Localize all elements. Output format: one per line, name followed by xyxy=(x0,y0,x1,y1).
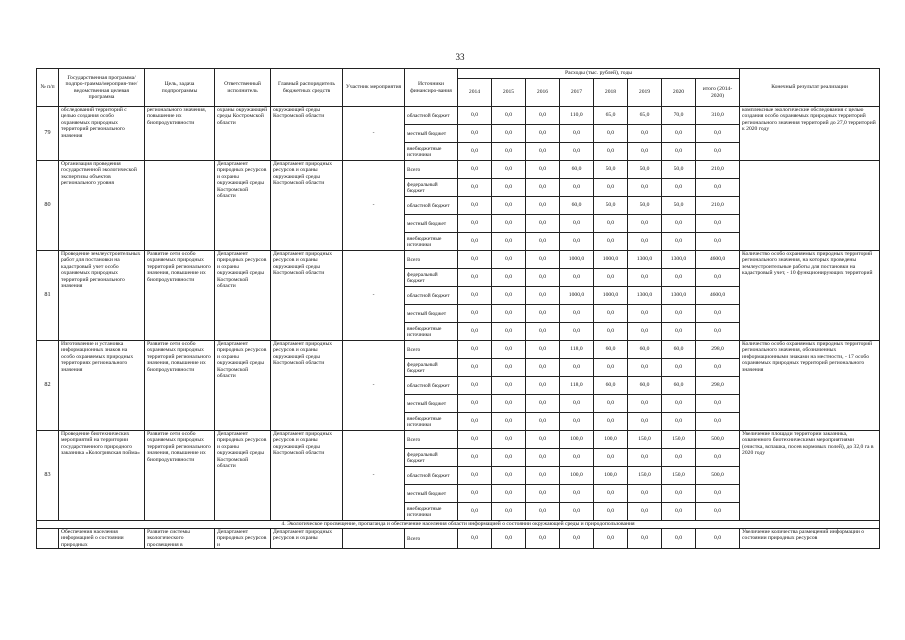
expense-value: 0,0 xyxy=(560,179,594,197)
expense-total: 0,0 xyxy=(696,143,740,161)
header-year: 2018 xyxy=(594,79,628,107)
expense-value: 100,0 xyxy=(594,467,628,485)
expense-value: 60,0 xyxy=(628,341,662,359)
expense-value: 0,0 xyxy=(458,161,492,179)
expense-value: 0,0 xyxy=(526,233,560,251)
expense-value: 100,0 xyxy=(594,431,628,449)
participant-cell: - xyxy=(343,107,405,161)
expense-value: 1000,0 xyxy=(560,251,594,269)
expense-value: 0,0 xyxy=(662,359,696,377)
goal-cell: Развитие системы экологического просвещения в xyxy=(145,529,215,549)
expense-value: 0,0 xyxy=(492,467,526,485)
expense-value: 1000,0 xyxy=(594,287,628,305)
expense-value: 0,0 xyxy=(492,107,526,125)
row-number: 82 xyxy=(37,341,59,431)
header-goal: Цель, задача подпрограммы xyxy=(145,69,215,107)
expense-value: 0,0 xyxy=(492,215,526,233)
expense-value: 0,0 xyxy=(662,395,696,413)
expense-value: 0,0 xyxy=(560,395,594,413)
expense-value: 50,0 xyxy=(662,197,696,215)
expense-value: 1300,0 xyxy=(628,287,662,305)
expense-total: 0,0 xyxy=(696,395,740,413)
expense-value: 0,0 xyxy=(492,341,526,359)
expense-value: 65,0 xyxy=(628,107,662,125)
expense-value: 50,0 xyxy=(662,161,696,179)
funding-source: областной бюджет xyxy=(405,287,458,305)
table-row xyxy=(37,161,880,179)
expense-value: 60,0 xyxy=(560,197,594,215)
expense-value: 0,0 xyxy=(526,467,560,485)
expense-value: 0,0 xyxy=(560,143,594,161)
section-row xyxy=(37,521,880,529)
expense-value: 0,0 xyxy=(628,323,662,341)
expense-total: 0,0 xyxy=(696,179,740,197)
funding-source: местный бюджет xyxy=(405,125,458,143)
expense-value: 0,0 xyxy=(458,449,492,467)
executor-cell: Департамент природных ресурсов и охраны окружающей среды Костромской области xyxy=(215,431,271,521)
funding-source: федеральный бюджет xyxy=(405,269,458,287)
expense-total: 4600,0 xyxy=(696,251,740,269)
participant-cell: - xyxy=(343,161,405,251)
expense-value: 0,0 xyxy=(458,485,492,503)
expense-value: 0,0 xyxy=(492,377,526,395)
expense-value: 0,0 xyxy=(662,215,696,233)
expense-value: 0,0 xyxy=(560,323,594,341)
expense-value: 0,0 xyxy=(492,503,526,521)
funding-source: Всего xyxy=(405,251,458,269)
funding-source: внебюджетные источники xyxy=(405,413,458,431)
expense-value: 0,0 xyxy=(560,215,594,233)
manager-cell: Департамент природных ресурсов и охраны окружающей среды Костромской области xyxy=(271,431,343,521)
page-number: 33 xyxy=(455,52,465,62)
header-year: 2014 xyxy=(458,79,492,107)
expense-value: 0,0 xyxy=(526,377,560,395)
expense-value: 0,0 xyxy=(458,467,492,485)
expense-value: 0,0 xyxy=(560,359,594,377)
expense-total: 0,0 xyxy=(696,359,740,377)
participant-cell xyxy=(343,529,405,549)
expense-value: 0,0 xyxy=(594,323,628,341)
expense-value: 0,0 xyxy=(594,125,628,143)
goal-cell: Развитие сети особо охраняемых природных территорий регионального значения, повышение их биопродуктивности xyxy=(145,251,215,341)
header-sources: Источники финансиро-вания xyxy=(405,69,458,107)
manager-cell: Департамент природных ресурсов и охраны xyxy=(271,529,343,549)
row-number: 81 xyxy=(37,251,59,341)
result-cell: Увеличение количества размещений информации о состоянии природных ресурсов xyxy=(740,529,880,549)
expense-value: 50,0 xyxy=(628,197,662,215)
expense-value: 0,0 xyxy=(458,287,492,305)
expense-value: 0,0 xyxy=(526,359,560,377)
expense-value: 0,0 xyxy=(526,449,560,467)
expense-total: 0,0 xyxy=(696,215,740,233)
expense-value: 70,0 xyxy=(662,107,696,125)
expense-value: 0,0 xyxy=(560,485,594,503)
table-body xyxy=(37,107,880,549)
table-row xyxy=(37,431,880,449)
header-executor: Ответственный исполнитель xyxy=(215,69,271,107)
expense-value: 60,0 xyxy=(594,341,628,359)
expense-value: 0,0 xyxy=(458,323,492,341)
expense-value: 0,0 xyxy=(458,251,492,269)
expense-total: 0,0 xyxy=(696,269,740,287)
expense-value: 0,0 xyxy=(628,305,662,323)
executor-cell: Департамент природных ресурсов и xyxy=(215,529,271,549)
expense-value: 0,0 xyxy=(662,503,696,521)
header-year-total: итого (2014-2020) xyxy=(696,79,740,107)
participant-cell: - xyxy=(343,251,405,341)
funding-source: Всего xyxy=(405,431,458,449)
expense-value: 0,0 xyxy=(628,179,662,197)
expense-value: 0,0 xyxy=(594,215,628,233)
expense-value: 0,0 xyxy=(560,269,594,287)
expense-value: 0,0 xyxy=(458,431,492,449)
table-row xyxy=(37,529,880,549)
expense-value: 0,0 xyxy=(560,413,594,431)
expense-total: 4600,0 xyxy=(696,287,740,305)
header-program: Государственная программа/подпро-грамма/мероприя-тие/ведомственная целевая программа xyxy=(59,69,145,107)
expense-value: 0,0 xyxy=(628,503,662,521)
funding-source: областной бюджет xyxy=(405,377,458,395)
expense-value: 0,0 xyxy=(662,125,696,143)
expense-value: 60,0 xyxy=(662,377,696,395)
expense-value: 0,0 xyxy=(492,269,526,287)
executor-cell: Департамент природных ресурсов и охраны окружающей среды Костромской области xyxy=(215,251,271,341)
expense-value: 0,0 xyxy=(526,413,560,431)
expense-value: 0,0 xyxy=(492,143,526,161)
expense-value: 0,0 xyxy=(458,233,492,251)
funding-source: Всего xyxy=(405,341,458,359)
expense-value: 60,0 xyxy=(560,161,594,179)
expense-value: 0,0 xyxy=(662,529,696,549)
header-year: 2020 xyxy=(662,79,696,107)
header-year: 2019 xyxy=(628,79,662,107)
expense-value: 100,0 xyxy=(560,431,594,449)
expense-value: 1300,0 xyxy=(662,251,696,269)
result-cell: Увеличение площади территории заказника, охваченного биотехническими мероприятиями (очистка, вспашка, посев кормовых полей), до 32,0 га в 2020 году xyxy=(740,431,880,521)
program-cell: обследований территорий с целью создания особо охраняемых природных территорий регионального значения xyxy=(59,107,145,161)
expense-value: 0,0 xyxy=(526,503,560,521)
section-title: 4. Экологическое просвещение, пропаганда и обеспечение населения области информацией о состоянии окружающей среды и природопользования xyxy=(37,521,880,529)
participant-cell: - xyxy=(343,341,405,431)
program-cell: Обеспечения населения информацией о состоянии природных xyxy=(59,529,145,549)
expense-value: 0,0 xyxy=(526,107,560,125)
expense-value: 1300,0 xyxy=(628,251,662,269)
expense-value: 0,0 xyxy=(526,215,560,233)
expense-value: 0,0 xyxy=(662,323,696,341)
expense-value: 0,0 xyxy=(628,413,662,431)
expense-value: 0,0 xyxy=(458,503,492,521)
expense-value: 0,0 xyxy=(628,269,662,287)
expense-value: 0,0 xyxy=(594,269,628,287)
expense-total: 210,0 xyxy=(696,197,740,215)
funding-source: Всего xyxy=(405,161,458,179)
expense-value: 1300,0 xyxy=(662,287,696,305)
funding-source: областной бюджет xyxy=(405,107,458,125)
expense-value: 0,0 xyxy=(594,449,628,467)
expense-value: 0,0 xyxy=(492,251,526,269)
header-year: 2017 xyxy=(560,79,594,107)
funding-source: Всего xyxy=(405,529,458,549)
expense-value: 0,0 xyxy=(458,305,492,323)
goal-cell xyxy=(145,161,215,251)
manager-cell: окружающей среды Костромской области xyxy=(271,107,343,161)
expense-value: 0,0 xyxy=(526,125,560,143)
expense-value: 0,0 xyxy=(492,529,526,549)
funding-source: внебюджетные источники xyxy=(405,233,458,251)
expense-value: 0,0 xyxy=(628,359,662,377)
expense-value: 50,0 xyxy=(594,161,628,179)
expense-value: 0,0 xyxy=(662,449,696,467)
executor-cell: охраны окружающей среды Костромской области xyxy=(215,107,271,161)
expense-total: 0,0 xyxy=(696,125,740,143)
expense-value: 0,0 xyxy=(458,215,492,233)
expense-value: 0,0 xyxy=(594,395,628,413)
funding-source: местный бюджет xyxy=(405,485,458,503)
goal-cell: Развитие сети особо охраняемых природных территорий регионального значения, повышение их биопродуктивности xyxy=(145,431,215,521)
funding-source: федеральный бюджет xyxy=(405,359,458,377)
expense-value: 0,0 xyxy=(492,125,526,143)
expense-value: 0,0 xyxy=(526,323,560,341)
header-year: 2015 xyxy=(492,79,526,107)
expense-value: 0,0 xyxy=(628,143,662,161)
expense-value: 0,0 xyxy=(662,413,696,431)
expense-value: 150,0 xyxy=(628,467,662,485)
expense-total: 0,0 xyxy=(696,529,740,549)
funding-source: местный бюджет xyxy=(405,215,458,233)
manager-cell: Департамент природных ресурсов и охраны окружающей среды Костромской области xyxy=(271,341,343,431)
budget-table xyxy=(36,68,880,549)
expense-total: 298,0 xyxy=(696,341,740,359)
expense-total: 0,0 xyxy=(696,485,740,503)
result-cell: комплексные экологические обследования с целью создания особо охраняемых природных территорий регионального значения территорий до 27,0 территорий к 2020 году xyxy=(740,107,880,161)
manager-cell: Департамент природных ресурсов и охраны окружающей среды Костромской области xyxy=(271,251,343,341)
table-header xyxy=(37,69,880,107)
table-row xyxy=(37,107,880,125)
expense-value: 0,0 xyxy=(526,529,560,549)
header-participant: Участник мероприятия xyxy=(343,69,405,107)
expense-value: 0,0 xyxy=(458,341,492,359)
expense-value: 0,0 xyxy=(526,287,560,305)
expense-value: 0,0 xyxy=(492,197,526,215)
expense-value: 0,0 xyxy=(560,125,594,143)
expense-value: 0,0 xyxy=(662,143,696,161)
expense-total: 0,0 xyxy=(696,449,740,467)
expense-value: 0,0 xyxy=(492,179,526,197)
program-cell: Организация проведения государственной экологической экспертизы объектов регионального уровня xyxy=(59,161,145,251)
expense-value: 0,0 xyxy=(492,359,526,377)
manager-cell: Департамент природных ресурсов и охраны окружающей среды Костромской области xyxy=(271,161,343,251)
expense-value: 0,0 xyxy=(526,341,560,359)
participant-cell: - xyxy=(343,431,405,521)
expense-value: 0,0 xyxy=(458,529,492,549)
program-cell: Проведение биотехнических мероприятий на территории государственного природного заказника «Кологривская пойма» xyxy=(59,431,145,521)
funding-source: внебюджетные источники xyxy=(405,143,458,161)
expense-value: 0,0 xyxy=(492,413,526,431)
expense-value: 0,0 xyxy=(458,395,492,413)
expense-total: 310,0 xyxy=(696,107,740,125)
expense-value: 0,0 xyxy=(526,395,560,413)
funding-source: внебюджетные источники xyxy=(405,323,458,341)
expense-value: 0,0 xyxy=(594,529,628,549)
program-cell: Проведение землеустроительных работ для постановки на кадастровый учет особо охраняемых природных территорий регионального значения xyxy=(59,251,145,341)
goal-cell: Развитие сети особо охраняемых природных территорий регионального значения, повышение их биопродуктивности xyxy=(145,341,215,431)
expense-value: 150,0 xyxy=(662,431,696,449)
expense-total: 500,0 xyxy=(696,467,740,485)
table-row xyxy=(37,251,880,269)
expense-value: 0,0 xyxy=(458,377,492,395)
expense-value: 0,0 xyxy=(628,215,662,233)
funding-source: областной бюджет xyxy=(405,197,458,215)
row-number: 80 xyxy=(37,161,59,251)
expense-value: 0,0 xyxy=(492,431,526,449)
expense-value: 118,0 xyxy=(560,341,594,359)
expense-value: 0,0 xyxy=(458,269,492,287)
expense-value: 0,0 xyxy=(594,179,628,197)
result-cell xyxy=(740,161,880,251)
funding-source: федеральный бюджет xyxy=(405,449,458,467)
expense-value: 1000,0 xyxy=(560,287,594,305)
expense-value: 0,0 xyxy=(628,449,662,467)
expense-value: 0,0 xyxy=(458,107,492,125)
expense-value: 0,0 xyxy=(492,395,526,413)
funding-source: внебюджетные источники xyxy=(405,503,458,521)
expense-value: 0,0 xyxy=(526,305,560,323)
result-cell: Количество особо охраняемых природных территорий регионального значения, на которых проведены землеустроительные работы для постановки на кадастровый учет, - 10 функционирующих территорий xyxy=(740,251,880,341)
expense-value: 0,0 xyxy=(492,305,526,323)
row-number: 79 xyxy=(37,107,59,161)
expense-value: 0,0 xyxy=(458,413,492,431)
expense-value: 0,0 xyxy=(560,233,594,251)
expense-value: 100,0 xyxy=(560,467,594,485)
row-number: 83 xyxy=(37,431,59,521)
expense-value: 0,0 xyxy=(458,359,492,377)
expense-value: 60,0 xyxy=(662,341,696,359)
expense-value: 0,0 xyxy=(492,233,526,251)
goal-cell: регионального значения, повышение их биопродуктивности xyxy=(145,107,215,161)
expense-value: 150,0 xyxy=(662,467,696,485)
expense-value: 0,0 xyxy=(526,161,560,179)
expense-total: 500,0 xyxy=(696,431,740,449)
row-number xyxy=(37,529,59,549)
header-expenses: Расходы (тыс. рублей), годы xyxy=(458,69,740,79)
expense-value: 0,0 xyxy=(594,143,628,161)
expense-value: 110,0 xyxy=(560,107,594,125)
expense-value: 0,0 xyxy=(594,305,628,323)
header-year: 2016 xyxy=(526,79,560,107)
expense-total: 0,0 xyxy=(696,323,740,341)
program-cell: Изготовление и установка информационных знаков на особо охраняемых природных территориях регионального значения xyxy=(59,341,145,431)
expense-value: 0,0 xyxy=(594,503,628,521)
expense-value: 0,0 xyxy=(526,143,560,161)
funding-source: федеральный бюджет xyxy=(405,179,458,197)
expense-value: 0,0 xyxy=(492,323,526,341)
expense-value: 0,0 xyxy=(458,197,492,215)
funding-source: местный бюджет xyxy=(405,395,458,413)
executor-cell: Департамент природных ресурсов и охраны окружающей среды Костромской области xyxy=(215,161,271,251)
expense-value: 0,0 xyxy=(594,413,628,431)
expense-value: 0,0 xyxy=(492,161,526,179)
expense-value: 0,0 xyxy=(526,197,560,215)
expense-total: 0,0 xyxy=(696,503,740,521)
expense-value: 0,0 xyxy=(560,305,594,323)
expense-value: 0,0 xyxy=(492,485,526,503)
funding-source: областной бюджет xyxy=(405,467,458,485)
expense-value: 50,0 xyxy=(594,197,628,215)
expense-value: 150,0 xyxy=(628,431,662,449)
header-result: Конечный результат реализации xyxy=(740,69,880,107)
expense-total: 0,0 xyxy=(696,413,740,431)
expense-value: 0,0 xyxy=(526,179,560,197)
expense-total: 0,0 xyxy=(696,233,740,251)
expense-value: 0,0 xyxy=(526,251,560,269)
expense-value: 0,0 xyxy=(662,233,696,251)
expense-value: 0,0 xyxy=(526,269,560,287)
funding-source: местный бюджет xyxy=(405,305,458,323)
executor-cell: Департамент природных ресурсов и охраны окружающей среды Костромской области xyxy=(215,341,271,431)
expense-value: 0,0 xyxy=(458,125,492,143)
expense-value: 0,0 xyxy=(526,431,560,449)
expense-value: 0,0 xyxy=(594,233,628,251)
expense-value: 1000,0 xyxy=(594,251,628,269)
expense-total: 210,0 xyxy=(696,161,740,179)
expense-value: 0,0 xyxy=(662,269,696,287)
expense-value: 0,0 xyxy=(458,143,492,161)
expense-value: 50,0 xyxy=(628,161,662,179)
expense-value: 0,0 xyxy=(628,529,662,549)
expense-value: 0,0 xyxy=(560,503,594,521)
expense-value: 0,0 xyxy=(662,305,696,323)
expense-value: 0,0 xyxy=(560,529,594,549)
table-row xyxy=(37,341,880,359)
expense-total: 298,0 xyxy=(696,377,740,395)
expense-value: 65,0 xyxy=(594,107,628,125)
budget-table-container xyxy=(36,68,879,549)
expense-value: 60,0 xyxy=(628,377,662,395)
expense-total: 0,0 xyxy=(696,305,740,323)
expense-value: 0,0 xyxy=(628,233,662,251)
result-cell: Количество особо охраняемых природных территорий регионального значения, обозначенных информационными знаками на местности, - 17 особо охраняемых природных территорий регионального значения xyxy=(740,341,880,431)
expense-value: 0,0 xyxy=(560,449,594,467)
expense-value: 0,0 xyxy=(594,359,628,377)
expense-value: 0,0 xyxy=(492,287,526,305)
expense-value: 0,0 xyxy=(526,485,560,503)
expense-value: 0,0 xyxy=(628,125,662,143)
expense-value: 0,0 xyxy=(594,485,628,503)
expense-value: 0,0 xyxy=(492,449,526,467)
expense-value: 0,0 xyxy=(628,485,662,503)
expense-value: 118,0 xyxy=(560,377,594,395)
expense-value: 60,0 xyxy=(594,377,628,395)
header-manager: Главный распорядитель бюджетных средств xyxy=(271,69,343,107)
expense-value: 0,0 xyxy=(662,485,696,503)
header-no: № п/п xyxy=(37,69,59,107)
expense-value: 0,0 xyxy=(662,179,696,197)
expense-value: 0,0 xyxy=(458,179,492,197)
expense-value: 0,0 xyxy=(628,395,662,413)
